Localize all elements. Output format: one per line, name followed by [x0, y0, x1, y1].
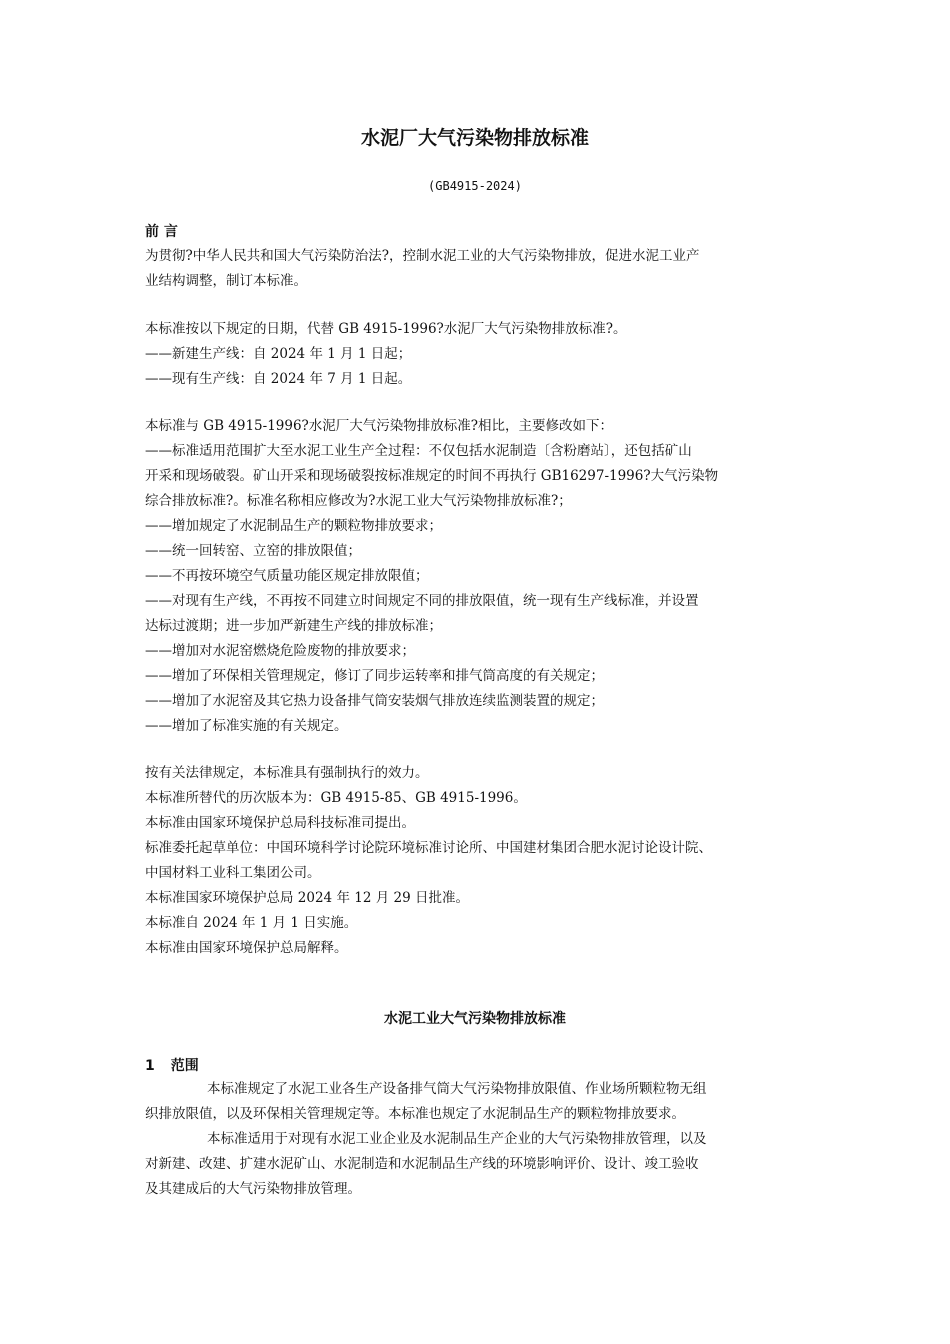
- preface-paragraph-2: [145, 317, 815, 392]
- section-1-paragraph-1: [145, 1077, 815, 1127]
- text-line: 达标过渡期；进一步加严新建生产线的排放标准；: [145, 618, 442, 634]
- section-heading-text: 范围: [170, 1058, 199, 1074]
- list-item: ——增加对水泥窑燃烧危险废物的排放要求；: [145, 643, 415, 659]
- text-line: 本标准国家环境保护总局 2024 年 12 月 29 日批准。: [145, 890, 469, 906]
- section-1-paragraph-2: [145, 1127, 815, 1202]
- list-item: ——对现有生产线，不再按不同建立时间规定不同的排放限值，统一现有生产线标准，并设置: [145, 593, 699, 609]
- list-item: ——新建生产线：自 2024 年 1 月 1 日起；: [145, 346, 412, 362]
- text-line: 及其建成后的大气污染物排放管理。: [145, 1181, 361, 1197]
- text-line: 本标准自 2024 年 1 月 1 日实施。: [145, 915, 358, 931]
- section-title: 水泥工业大气污染物排放标准: [384, 1011, 566, 1027]
- text-line: 标准委托起草单位：中国环境科学讨论院环境标准讨论所、中国建材集团合肥水泥讨论设计院、: [145, 840, 712, 856]
- document-title: 水泥厂大气污染物排放标准: [360, 127, 589, 149]
- text-line: 本标准所替代的历次版本为：GB 4915-85、GB 4915-1996。: [145, 790, 527, 806]
- section-number: 1: [145, 1058, 155, 1074]
- section-1-heading: [145, 1056, 815, 1076]
- list-item: ——标准适用范围扩大至水泥工业生产全过程：不仅包括水泥制造〔含粉磨站〕，还包括矿山: [145, 443, 692, 459]
- text-line: 织排放限值，以及环保相关管理规定等。本标准也规定了水泥制品生产的颗粒物排放要求。: [145, 1106, 685, 1122]
- list-item: ——现有生产线：自 2024 年 7 月 1 日起。: [145, 371, 412, 387]
- preface-heading: 前 言: [145, 224, 178, 240]
- standard-code: (GB4915-2024): [428, 179, 522, 193]
- preface-paragraph-4: [145, 761, 815, 961]
- text-line: 本标准按以下规定的日期，代替 GB 4915-1996?水泥厂大气污染物排放标准?。: [145, 321, 627, 337]
- text-line: 本标准规定了水泥工业各生产设备排气筒大气污染物排放限值、作业场所颗粒物无组: [207, 1081, 707, 1097]
- text-line: 对新建、改建、扩建水泥矿山、水泥制造和水泥制品生产线的环境影响评价、设计、竣工验收: [145, 1156, 699, 1172]
- list-item: ——统一回转窑、立窑的排放限值；: [145, 543, 361, 559]
- text-line: 为贯彻?中华人民共和国大气污染防治法?，控制水泥工业的大气污染物排放，促进水泥工业产: [145, 248, 700, 264]
- text-line: 开采和现场破裂。矿山开采和现场破裂按标准规定的时间不再执行 GB16297-1996?大气污染物: [145, 468, 719, 484]
- preface-paragraph-1: [145, 244, 815, 294]
- list-item: ——增加了水泥窑及其它热力设备排气筒安装烟气排放连续监测装置的规定；: [145, 693, 604, 709]
- text-line: 本标准由国家环境保护总局解释。: [145, 940, 348, 956]
- text-line: 中国材料工业科工集团公司。: [145, 865, 321, 881]
- text-line: 本标准由国家环境保护总局科技标准司提出。: [145, 815, 415, 831]
- list-item: ——不再按环境空气质量功能区规定排放限值；: [145, 568, 429, 584]
- text-line: 业结构调整，制订本标准。: [145, 273, 307, 289]
- text-line: 本标准适用于对现有水泥工业企业及水泥制品生产企业的大气污染物排放管理，以及: [207, 1131, 707, 1147]
- text-line: 按有关法律规定，本标准具有强制执行的效力。: [145, 765, 429, 781]
- list-item: ——增加了标准实施的有关规定。: [145, 718, 348, 734]
- preface-paragraph-3: [145, 414, 815, 739]
- text-line: 本标准与 GB 4915-1996?水泥厂大气污染物排放标准?相比，主要修改如下：: [145, 418, 614, 434]
- text-line: 综合排放标准?。标准名称相应修改为?水泥工业大气污染物排放标准?；: [145, 493, 572, 509]
- list-item: ——增加规定了水泥制品生产的颗粒物排放要求；: [145, 518, 442, 534]
- list-item: ——增加了环保相关管理规定，修订了同步运转率和排气筒高度的有关规定；: [145, 668, 604, 684]
